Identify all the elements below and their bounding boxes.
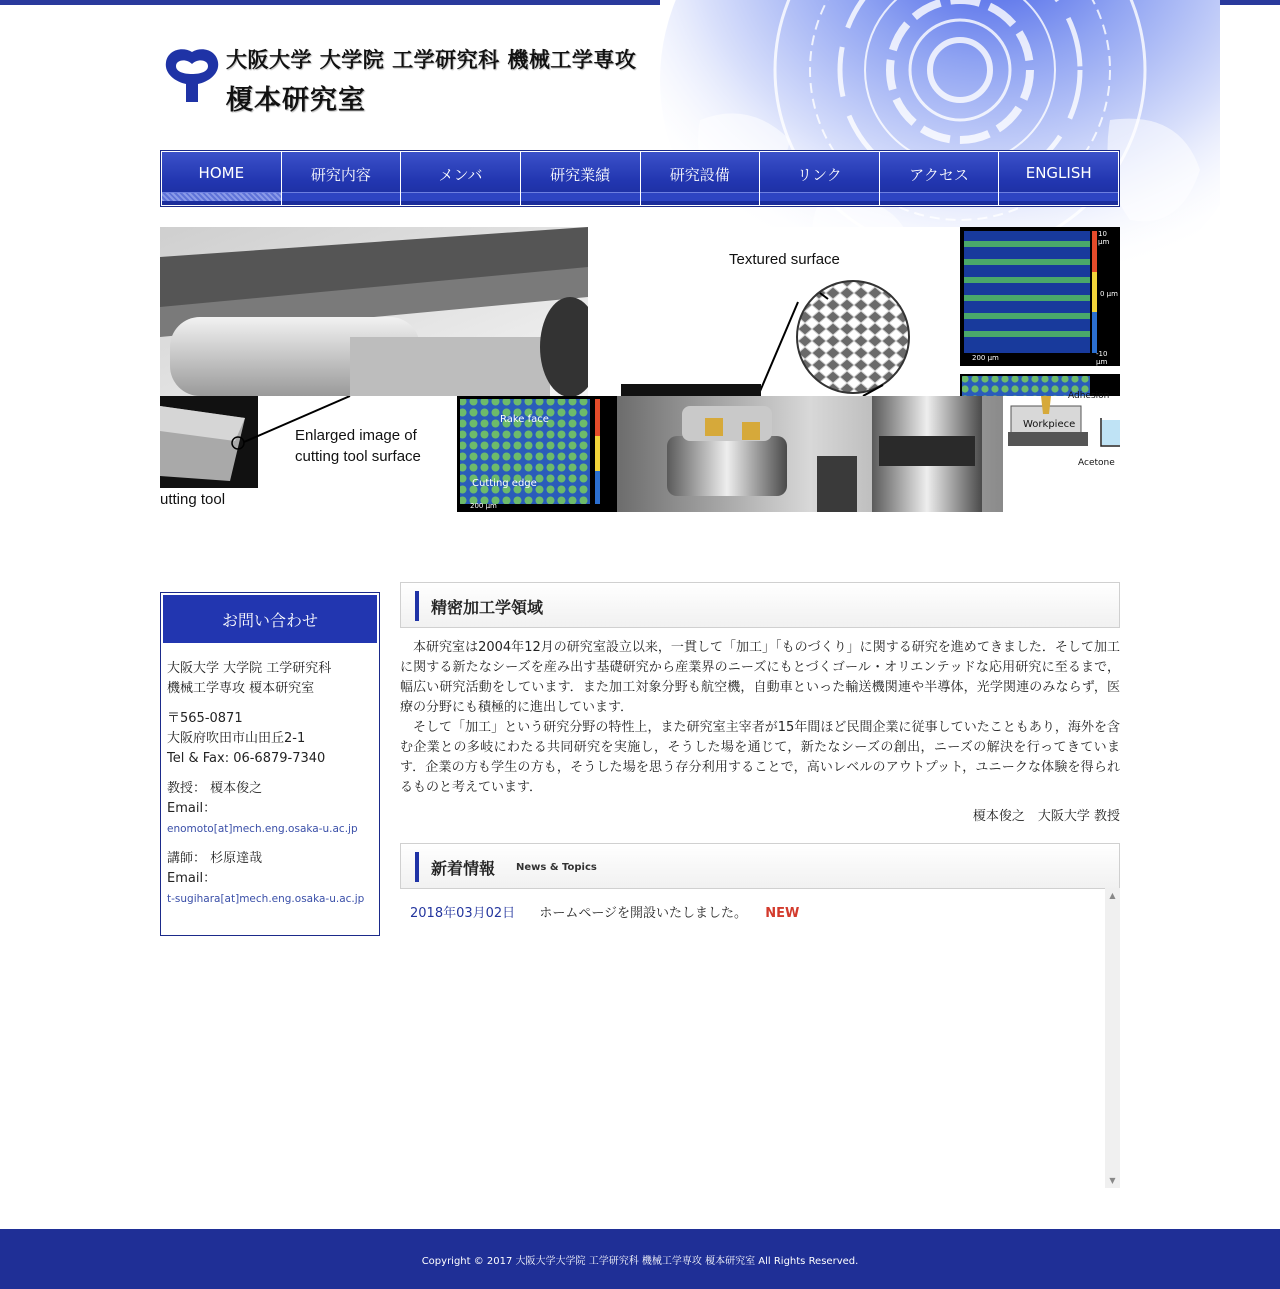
contact-tel: Tel & Fax: 06-6879-7340 [167, 751, 326, 766]
news-date: 2018年03月02日 [410, 906, 516, 921]
intro-paragraph-2: そして「加工」という研究分野の特性上，また研究室主宰者が15年間ほど民間企業に従事していたこともあり，海外を含む企業との多岐にわたる共同研究を実施し，そうした場を通じて，新たなシーズの創出，ニーズの解決を行ってきています．企業の方も学生の方も，そうした場を思う存分利用することで，高いレベルのアウトプット，ユニークな体験を得られるものと考えています． [400, 720, 1120, 795]
news-subtitle: News & Topics [516, 862, 597, 873]
nav-item-english[interactable]: ENGLISH [999, 152, 1118, 205]
contact-professor: 教授： 榎本俊之 [167, 781, 263, 796]
airplane-engine-image [160, 227, 588, 396]
lecturer-email: t-sugihara[at]mech.eng.osaka-u.ac.jp [167, 893, 365, 905]
news-title: 新着情報 [431, 859, 496, 878]
nav-item-members[interactable]: メンバ [401, 152, 521, 205]
scroll-up-icon[interactable]: ▲ [1109, 891, 1116, 900]
cutting-edge-label: Cutting edge [472, 478, 537, 489]
heading-accent-bar [415, 591, 419, 621]
adhesion-label: Adhesion [1068, 391, 1110, 401]
heatmap-scale-mid: 0 μm [1100, 290, 1118, 298]
main-nav [160, 150, 1120, 207]
news-item[interactable] [410, 902, 799, 921]
contact-org-line2: 機械工学専攻 榎本研究室 [167, 681, 315, 696]
contact-address: 大阪府吹田市山田丘2-1 [167, 731, 306, 746]
intro-paragraph-1: 本研究室は2004年12月の研究室設立以来，一貫して「加工」「ものづくり」に関する研究を進めてきました．そして加工に関する新たなシーズを産み出す基礎研究から産業界のニーズにもとづくゴール・オリエンテッドな応用研究に至るまで，幅広い研究活動をしています．また加工対象分野も航空機，自動車といった輸送機関連や半導体，光学関連のみならず，医療の分野にも積極的に進出しています． [400, 640, 1120, 715]
contact-sidebar [160, 592, 380, 936]
nav-item-research[interactable]: 研究内容 [282, 152, 402, 205]
contact-heading: お問い合わせ [163, 595, 377, 643]
heatmap-scale-top: 10 μm [1098, 230, 1110, 246]
section-heading-news [400, 843, 1120, 889]
university-logo-icon[interactable] [162, 44, 222, 106]
copyright-text: Copyright © 2017 大阪大学大学院 工学研究科 機械工学専攻 榎本研究室 All Rights Reserved. [421, 1255, 859, 1267]
site-title-line2: 榎本研究室 [226, 85, 366, 116]
site-title-line1: 大阪大学 大学院 工学研究科 機械工学専攻 [226, 48, 637, 72]
news-list[interactable] [400, 888, 1120, 1188]
contact-lecturer: 講師： 杉原達哉 [167, 851, 263, 866]
textured-surface-label: Textured surface [729, 251, 840, 268]
surface-heatmap-image [960, 227, 1120, 366]
professor-email: enomoto[at]mech.eng.osaka-u.ac.jp [167, 823, 358, 835]
hero-image-mosaic [160, 227, 1120, 512]
scroll-down-icon[interactable]: ▼ [1109, 1176, 1116, 1185]
heading-accent-bar-news [415, 852, 419, 882]
heatmap-scale-bar: 200 μm [972, 354, 999, 362]
workpiece-label: Workpiece [1023, 419, 1076, 430]
cutting-tool-label: utting tool [160, 491, 226, 508]
nav-item-access[interactable]: アクセス [880, 152, 1000, 205]
workpiece-diagram [1003, 396, 1120, 512]
news-scrollbar[interactable] [1105, 888, 1120, 1188]
contact-email-label-2: Email： [167, 871, 217, 886]
contact-body [161, 645, 379, 909]
rake-scale-bar: 200 μm [470, 502, 497, 510]
intro-text [400, 638, 1120, 798]
rake-face-label: Rake face [500, 414, 549, 425]
news-text[interactable]: ホームページを開設いたしました。 [539, 906, 748, 921]
new-badge: NEW [765, 906, 800, 921]
section-title: 精密加工学領域 [431, 598, 544, 617]
heatmap-scale-bottom: -10 μm [1096, 350, 1108, 366]
contact-email-label: Email： [167, 801, 217, 816]
nav-item-facilities[interactable]: 研究設備 [641, 152, 761, 205]
contact-org-line1: 大阪大学 大学院 工学研究科 [167, 661, 332, 676]
footer [0, 1229, 1280, 1289]
nav-item-publications[interactable]: 研究業績 [521, 152, 641, 205]
nav-item-links[interactable]: リンク [760, 152, 880, 205]
acetone-label: Acetone [1078, 458, 1115, 468]
contact-postal: 〒565-0871 [167, 711, 243, 726]
intro-signature: 榎本俊之 大阪大学 教授 [972, 809, 1120, 824]
nav-item-home[interactable]: HOME [162, 152, 282, 205]
enlarged-image-label: Enlarged image of cutting tool surface [295, 427, 421, 465]
milling-tools-photo [617, 396, 1003, 512]
section-heading-precision [400, 582, 1120, 628]
